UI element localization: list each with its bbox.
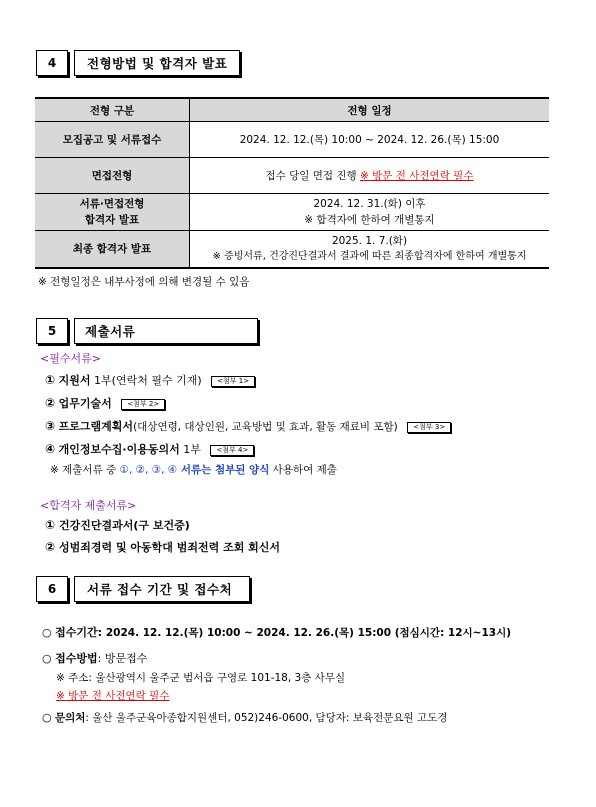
announce-date: 2024. 12. 31.(화) 이후 (313, 198, 426, 210)
section-4-header (36, 50, 240, 78)
row-category: 모집공고 및 서류접수 (35, 122, 190, 158)
item-number: ④ (45, 442, 56, 456)
reception-method (42, 650, 147, 666)
item-number: ② (45, 396, 56, 410)
reception-address: ※ 주소: 울산광역시 울주군 범서읍 구영로 101-18, 3층 사무실 (56, 672, 346, 684)
contact-value: : 울산 울주군육아종합지원센터, 052)246-0600, 담당자: 보육전문요원 고도경 (85, 712, 448, 724)
circle-bullet-icon: ○ (42, 711, 52, 724)
passed-docs-title: <합격자 제출서류> (40, 499, 137, 512)
table-row (35, 158, 549, 194)
item-name: 개인정보수집·이용동의서 (58, 443, 180, 456)
section-5-header (36, 318, 258, 346)
attachment-tag: <첨부 1> (211, 376, 255, 387)
reception-contact (42, 710, 447, 725)
item-name: 성범죄경력 및 아동학대 범죄전력 조회 회신서 (59, 541, 281, 554)
section-6-header (36, 576, 250, 604)
schedule-table (35, 97, 549, 269)
reception-visit-note: ※ 방문 전 사전연락 필수 (56, 690, 170, 702)
section-5-number: 5 (36, 318, 68, 344)
circle-bullet-icon: ○ (42, 652, 52, 665)
required-docs-title: <필수서류> (40, 352, 101, 365)
circle-bullet-icon: ○ (42, 626, 52, 639)
note-prefix: ※ 제출서류 중 (50, 464, 120, 476)
row-detail: 2024. 12. 12.(목) 10:00 ~ 2024. 12. 26.(목) 15:00 (190, 122, 550, 158)
row-detail (190, 158, 550, 194)
table-row (35, 122, 549, 158)
list-item (45, 372, 255, 388)
row-detail (190, 231, 550, 268)
row-category: 최종 합격자 발표 (35, 231, 190, 268)
col-header-category: 전형 구분 (35, 98, 190, 122)
section-6-title: 서류 접수 기간 및 접수처 (74, 576, 250, 602)
section-4-title: 전형방법 및 합격자 발표 (74, 50, 240, 76)
table-row (35, 194, 549, 231)
attachment-tag: <첨부 3> (407, 422, 451, 433)
note-numbers: ①, ②, ③, ④ (119, 464, 178, 476)
final-date: 2025. 1. 7.(화) (331, 234, 408, 247)
item-number: ② (45, 540, 56, 554)
category-line-2: 합격자 발표 (84, 214, 140, 226)
section-4-number: 4 (36, 50, 68, 76)
list-item (45, 517, 190, 533)
row-category: 면접전형 (35, 158, 190, 194)
list-item (45, 418, 451, 434)
item-name: 건강진단결과서(구 보건증) (59, 519, 190, 532)
item-desc: 1부(연락처 필수 기재) (90, 374, 202, 387)
item-name: 지원서 (58, 374, 91, 387)
table-header-row (35, 98, 549, 122)
contact-label: 문의처 (54, 712, 86, 724)
list-item (45, 539, 280, 555)
attachment-tag: <첨부 2> (121, 399, 165, 410)
list-item (45, 441, 254, 457)
item-number: ① (45, 518, 56, 532)
item-number: ① (45, 373, 56, 387)
period-value: 2024. 12. 12.(목) 10:00 ~ 2024. 12. 26.(목) 15:00 (점심시간: 12시~13시) (105, 627, 512, 639)
row-detail (190, 194, 550, 231)
schedule-note: ※ 전형일정은 내부사정에 의해 변경될 수 있음 (38, 276, 250, 288)
item-number: ③ (45, 419, 56, 433)
item-name: 프로그램계획서 (58, 420, 134, 433)
reception-period (42, 624, 511, 640)
interview-text: 접수 당일 면접 진행 (265, 170, 361, 182)
period-label: 접수기간: (55, 626, 106, 639)
interview-contact-note: ※ 방문 전 사전연락 필수 (360, 170, 474, 182)
category-line-1: 서류·면접전형 (79, 198, 145, 210)
final-note: ※ 증빙서류, 건강진단결과서 결과에 따른 최종합격자에 한하여 개별통지 (212, 250, 527, 262)
attachment-tag: <첨부 4> (210, 445, 254, 456)
note-bold: 첨부된 양식 (214, 464, 270, 476)
section-5-title: 제출서류 (74, 318, 258, 344)
row-category (35, 194, 190, 231)
required-docs-note (50, 462, 337, 477)
announce-note: ※ 합격자에 한하여 개별통지 (304, 214, 435, 226)
table-row (35, 231, 549, 268)
item-desc: (대상연령, 대상인원, 교육방법 및 효과, 활동 재료비 포함) (133, 421, 398, 433)
item-desc: 1부 (179, 443, 201, 456)
col-header-schedule: 전형 일정 (190, 98, 550, 122)
list-item (45, 395, 165, 411)
note-mid: 서류는 (177, 464, 215, 476)
item-name: 업무기술서 (58, 397, 112, 410)
method-label: 접수방법 (55, 652, 98, 665)
method-value: : 방문접수 (97, 652, 148, 665)
section-6-number: 6 (36, 576, 68, 602)
note-suffix: 사용하여 제출 (269, 464, 337, 476)
